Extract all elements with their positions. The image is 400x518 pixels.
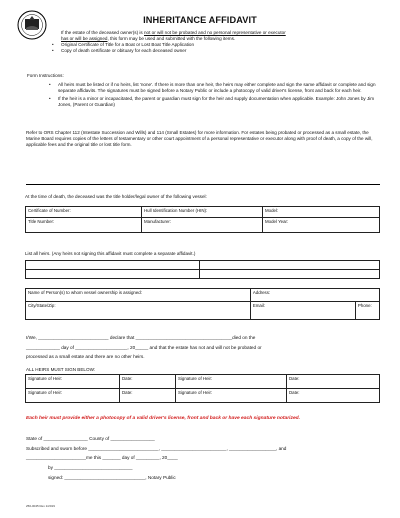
certificate-number-field[interactable]: Certificate of Number: — [26, 207, 142, 218]
heir-name-cell[interactable] — [26, 270, 200, 279]
heir-signature-field[interactable]: Signature of Heir: — [26, 375, 120, 389]
heir-date-field[interactable]: Date: — [120, 375, 176, 389]
heir-name-cell[interactable] — [200, 270, 380, 279]
list-item: • Original Certificate of Title for a Boat or Lost Boat Title Application — [52, 42, 386, 48]
heir-name-cell[interactable] — [26, 261, 200, 270]
divider — [26, 184, 380, 185]
heir-signature-field[interactable]: Signature of Heir: — [176, 375, 287, 389]
vessel-table — [25, 206, 380, 233]
model-field[interactable]: Model: — [263, 207, 380, 218]
declaration: I/We, ___________________________ declare that _____________________________________died on the _____________ day of ____________________, 20_____ and that the estate has not and will not be probated or processed as a small estate and there are no other heirs. — [26, 335, 262, 360]
heir-signature-field[interactable]: Signature of Heir: — [26, 389, 120, 403]
city-state-zip-field[interactable]: City/State/Zip: — [26, 302, 251, 320]
email-field[interactable]: Email: — [250, 302, 355, 320]
notarize-warning: Each heir must provide either a photocopy of a valid driver's license, front and back or have each signature notarized. — [26, 416, 301, 421]
list-item: • If the heir is a minor or incapacitated, the parent or guardian must sign for the heir and supply documentation when applicable. Example: John Jones by Jim Jones, (Parent or Guardian) — [49, 96, 384, 108]
hin-field[interactable]: Hull Identification Number (HIN): — [142, 207, 263, 218]
instructions-list — [49, 82, 384, 108]
address-field[interactable]: Address: — [250, 289, 379, 302]
heir-date-field[interactable]: Date: — [287, 389, 380, 403]
list-heirs-instruction: List all heirs. (Any heirs not signing this affidavit must complete a separate affidavit.) — [25, 251, 196, 256]
form-number: 250-0045 Rev 1/2019 — [26, 504, 55, 508]
instructions-heading: Form Instructions: — [27, 73, 64, 78]
notary-block: State of _________________ County of _________________ Subscribed and sworn before ___________________________, _________________________, __________________, and _______________________me this _______ day of _________, 20____ by ______________________________ signed: _______________________________, Notary Public — [26, 436, 287, 480]
list-item: • Copy of death certificate or obituary for each deceased owner — [52, 48, 386, 54]
heir-signature-table — [25, 374, 380, 403]
transfer-table — [25, 288, 380, 320]
model-year-field[interactable]: Model Year: — [263, 218, 380, 233]
heir-signature-field[interactable]: Signature of Heir: — [176, 389, 287, 403]
assignee-name-field[interactable]: Name of Person(s) to whom vessel ownership is assigned: — [26, 289, 251, 302]
heir-date-field[interactable]: Date: — [287, 375, 380, 389]
list-item: • All heirs must be listed or if no heirs, list 'none'. If there is more than one heir, the heirs may either complete and sign the same affidavit or complete and sign separate affidavits. The signatures must be signed before a Notary Public or include a photocopy of valid driver's license, front and back for each heir. — [49, 82, 384, 94]
intro-text: If the estate of the deceased owner(s) is not or will not be probated and no personal representative or executor has or will be assigned, this form may be used and submitted with the following items. — [61, 30, 286, 42]
vessel-question: At the time of death, the deceased was the title holder/legal owner of the following vessel: — [25, 194, 207, 199]
manufacturer-field[interactable]: Manufacturer: — [142, 218, 263, 233]
heir-name-cell[interactable] — [200, 261, 380, 270]
ors-reference: Refer to ORS Chapter 112 (Intestate Succession and Wills) and 114 (Small Estates) for more information. For estates being probated or processed as a small estate, the Marine Board requires copies of the letters of testamentary or other court appointment of a personal representative or executor along with proof of death, a copy of the will, applicable fees and the original title or lost title form. — [26, 130, 373, 148]
required-items-list — [52, 42, 386, 54]
heirs-sign-heading: ALL HEIRS MUST SIGN BELOW: — [26, 367, 96, 372]
title-number-field[interactable]: Title Number: — [26, 218, 142, 233]
page-title: INHERITANCE AFFIDAVIT — [143, 15, 257, 25]
heir-date-field[interactable]: Date: — [120, 389, 176, 403]
intro-section — [61, 30, 386, 54]
phone-field[interactable]: Phone: — [355, 302, 379, 320]
heirs-list-table — [25, 260, 380, 279]
